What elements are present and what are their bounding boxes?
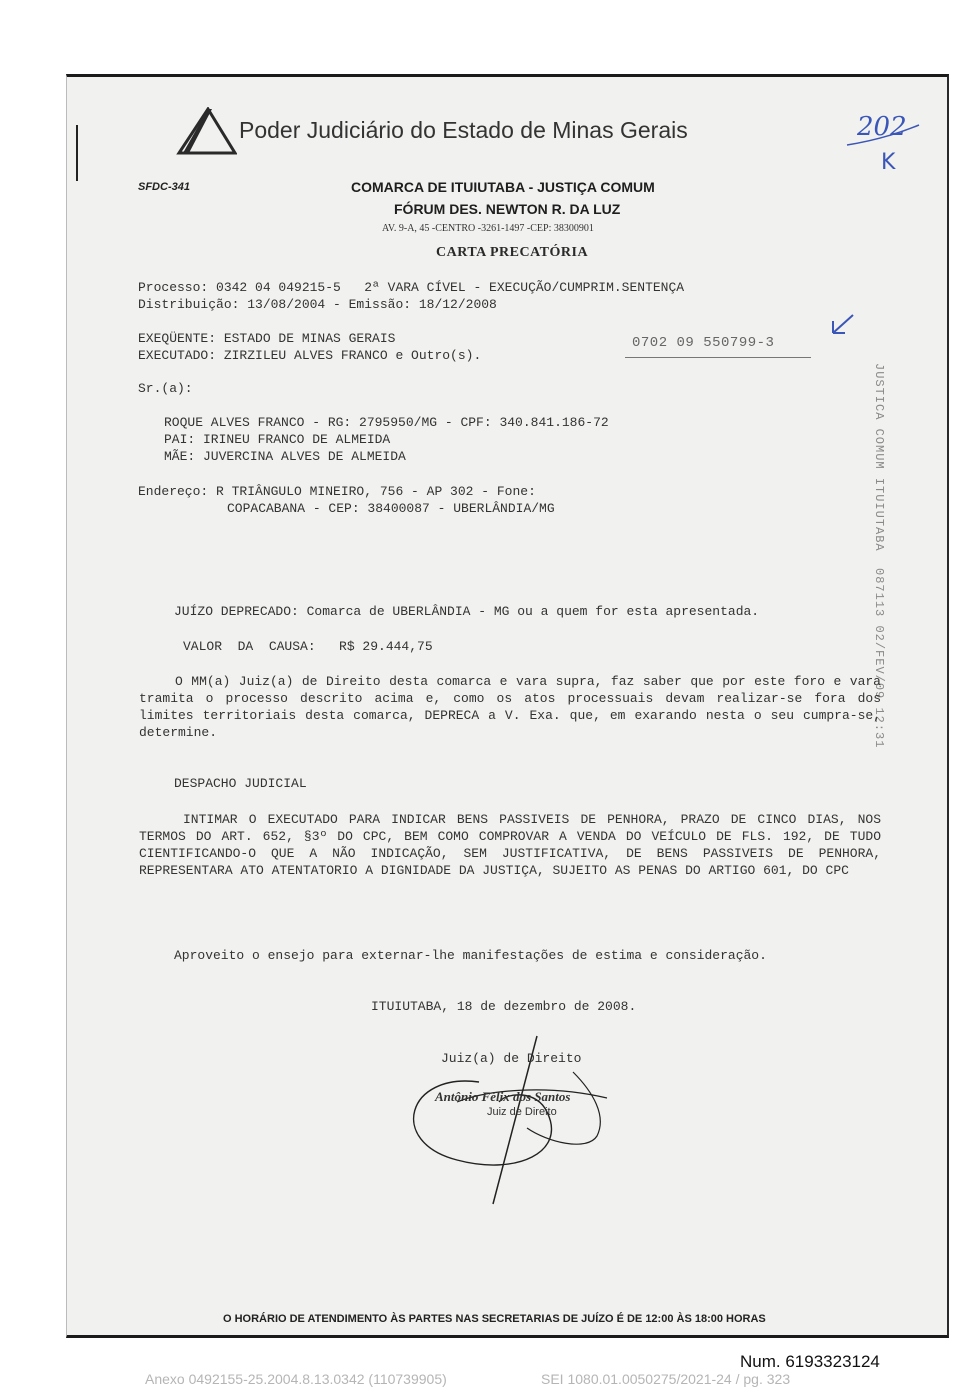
anexo-reference: Anexo 0492155-25.2004.8.13.0342 (110739905) bbox=[145, 1371, 447, 1387]
document-type-title: CARTA PRECATÓRIA bbox=[436, 245, 589, 260]
judiciary-logo-icon bbox=[175, 107, 237, 157]
handwritten-mark-text: K bbox=[881, 150, 896, 175]
sei-reference: SEI 1080.01.0050275/2021-24 / pg. 323 bbox=[541, 1371, 791, 1387]
recipient-name: ROQUE ALVES FRANCO - RG: 2795950/MG - CPF: 340.841.186-72 bbox=[164, 415, 609, 430]
vertical-protocol-stamp: JUSTICA COMUM ITUIUTABA 087113 02/FEV/09 12:31 bbox=[872, 363, 886, 749]
margin-mark bbox=[76, 125, 78, 181]
executado-line: EXECUTADO: ZIRZILEU ALVES FRANCO e Outro(s). bbox=[138, 348, 482, 363]
issue-date: ITUIUTABA, 18 de dezembro de 2008. bbox=[371, 999, 637, 1014]
forum-heading: FÓRUM DES. NEWTON R. DA LUZ bbox=[394, 201, 621, 217]
footer-hours-notice: O HORÁRIO DE ATENDIMENTO ÀS PARTES NAS SECRETARIAS DE JUÍZO É DE 12:00 ÀS 18:00 HORAS bbox=[223, 1313, 766, 1325]
handwritten-number-text: 202 bbox=[857, 112, 907, 142]
despacho-text: INTIMAR O EXECUTADO PARA INDICAR BENS PASSIVEIS DE PENHORA, PRAZO DE CINCO DIAS, NOS TERMOS DO ART. 652, §3º DO CPC, BEM COMO COMPROVAR A VENDA DO VEÍCULO DE FLS. 192, DE TUDO CIENTIFICANDO-O QUE A NÃO INDICAÇÃO, SEM JUSTIFICATIVA, DE BENS PASSIVEIS DE PENHORA, REPRESENTARA ATO ATENTATORIO A DIGNIDADE DA JUSTIÇA, SUJEITO AS PENAS DO ARTIGO 601, DO CPC bbox=[139, 812, 881, 878]
document-number: Num. 6193323124 bbox=[740, 1352, 880, 1371]
form-code: SFDC-341 bbox=[138, 181, 190, 193]
signature-stamp-title: Juiz de Direito bbox=[487, 1106, 557, 1118]
exequente-line: EXEQÜENTE: ESTADO DE MINAS GERAIS bbox=[138, 331, 396, 346]
forum-address: AV. 9-A, 45 -CENTRO -3261-1497 -CEP: 38300901 bbox=[382, 223, 594, 234]
recipient-address-line1: Endereço: R TRIÂNGULO MINEIRO, 756 - AP 302 - Fone: bbox=[138, 484, 536, 499]
salutation: Sr.(a): bbox=[138, 381, 193, 396]
valor-causa: VALOR DA CAUSA: R$ 29.444,75 bbox=[183, 639, 433, 654]
juizo-deprecado: JUÍZO DEPRECADO: Comarca de UBERLÂNDIA - MG ou a quem for esta apresentada. bbox=[174, 604, 760, 619]
protocol-stamp-number: 0702 09 550799-3 bbox=[632, 335, 775, 351]
handwritten-arrow-icon bbox=[827, 313, 857, 339]
processo-line: Processo: 0342 04 049215-5 2ª VARA CÍVEL - EXECUÇÃO/CUMPRIM.SENTENÇA bbox=[138, 280, 685, 295]
closing-sentence: Aproveito o ensejo para externar-lhe manifestações de estima e consideração. bbox=[174, 948, 767, 963]
despacho-title: DESPACHO JUDICIAL bbox=[174, 776, 307, 791]
distribuicao-line: Distribuição: 13/08/2004 - Emissão: 18/12/2008 bbox=[138, 297, 497, 312]
stamp-underline bbox=[625, 357, 811, 358]
recipient-address-line2: COPACABANA - CEP: 38400087 - UBERLÂNDIA/MG bbox=[227, 501, 555, 516]
comarca-heading: COMARCA DE ITUIUTABA - JUSTIÇA COMUM bbox=[351, 179, 655, 195]
handwritten-page-number bbox=[845, 105, 935, 175]
recipient-mother: MÃE: JUVERCINA ALVES DE ALMEIDA bbox=[164, 449, 406, 464]
recipient-father: PAI: IRINEU FRANCO DE ALMEIDA bbox=[164, 432, 391, 447]
court-title: Poder Judiciário do Estado de Minas Gerais bbox=[239, 117, 688, 143]
document-sheet bbox=[66, 74, 949, 1338]
judge-role: Juiz(a) de Direito bbox=[441, 1051, 582, 1066]
signature-stamp-name: Antônio Félix dos Santos bbox=[435, 1089, 571, 1104]
deprecation-paragraph: O MM(a) Juiz(a) de Direito desta comarca e vara supra, faz saber que por este foro e vara tramita o processo descrito acima e, como os atos processuais devam realizar-se fora dos limites territoriais desta comarca, DEPRECA a V. Exa. que, em exarando nesta o seu cumpra-se, determine. bbox=[139, 674, 881, 740]
